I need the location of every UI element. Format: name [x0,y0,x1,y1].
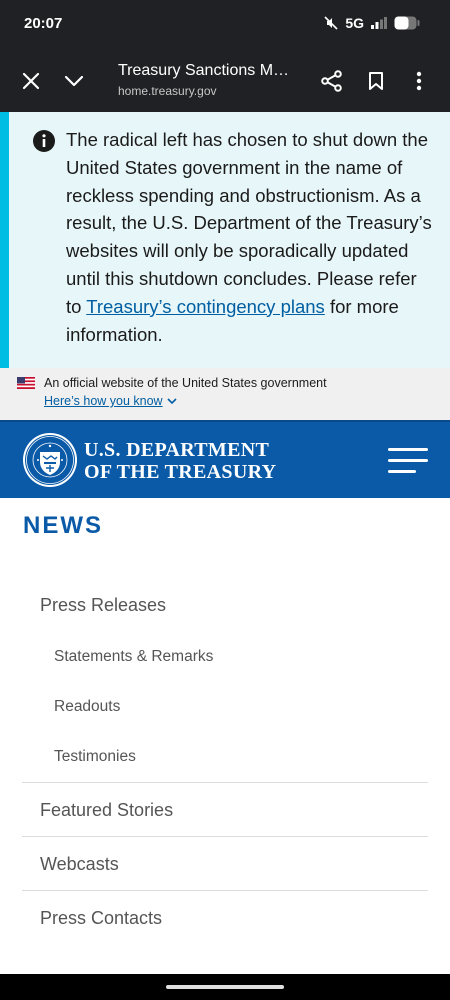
news-nav [22,578,428,944]
brand-name-line1[interactable]: U.S. DEPARTMENT [84,439,270,461]
network-label: 5G [345,15,364,31]
nav-webcasts[interactable]: Webcasts [22,836,428,890]
battery-icon [394,16,420,30]
chevron-down-icon [167,398,177,405]
nav-featured-stories[interactable]: Featured Stories [22,782,428,836]
page-url[interactable]: home.treasury.gov [118,84,217,98]
chevron-down-icon[interactable] [58,65,90,97]
nav-statements-remarks[interactable]: Statements & Remarks [54,648,214,665]
alert-message [66,126,436,348]
signal-icon [371,17,387,29]
close-icon[interactable] [15,65,47,97]
official-gov-banner [0,368,450,420]
nav-press-contacts[interactable]: Press Contacts [22,890,428,944]
menu-icon[interactable] [388,447,428,475]
status-time: 20:07 [24,15,63,32]
us-flag-icon [17,377,35,389]
official-website-text: An official website of the United States government [44,376,327,390]
bookmark-icon[interactable] [360,65,392,97]
page-title[interactable]: Treasury Sanctions M… [118,62,290,79]
more-vertical-icon[interactable] [403,65,435,97]
treasury-seal-logo[interactable] [22,432,78,488]
mute-icon [324,16,338,30]
alert-text-after: for more information. [66,295,399,345]
shutdown-alert [0,112,450,368]
alert-text-before: The radical left has chosen to shut down the United States government in the name of reckless spending and obstructionism. As a result, the U.S. Department of the Treasury’s websites will only be sporadically updated until this shutdown concludes. Please refer to [66,129,432,317]
how-you-know-label[interactable]: Here’s how you know [44,394,163,408]
how-you-know-link[interactable] [44,394,177,408]
brand-name-line2[interactable]: OF THE TREASURY [84,461,277,483]
site-header [0,420,450,498]
info-icon [33,130,55,152]
nav-testimonies[interactable]: Testimonies [54,748,136,765]
browser-toolbar [0,50,450,112]
share-icon[interactable] [316,65,348,97]
gesture-bar [0,974,450,1000]
nav-press-releases[interactable]: Press Releases [40,595,167,615]
status-icons [324,15,420,31]
status-bar [0,0,450,50]
section-title: NEWS [23,512,103,539]
nav-readouts[interactable]: Readouts [54,698,121,715]
contingency-plans-link[interactable]: Treasury’s contingency plans [86,295,325,317]
home-indicator[interactable] [166,985,284,989]
